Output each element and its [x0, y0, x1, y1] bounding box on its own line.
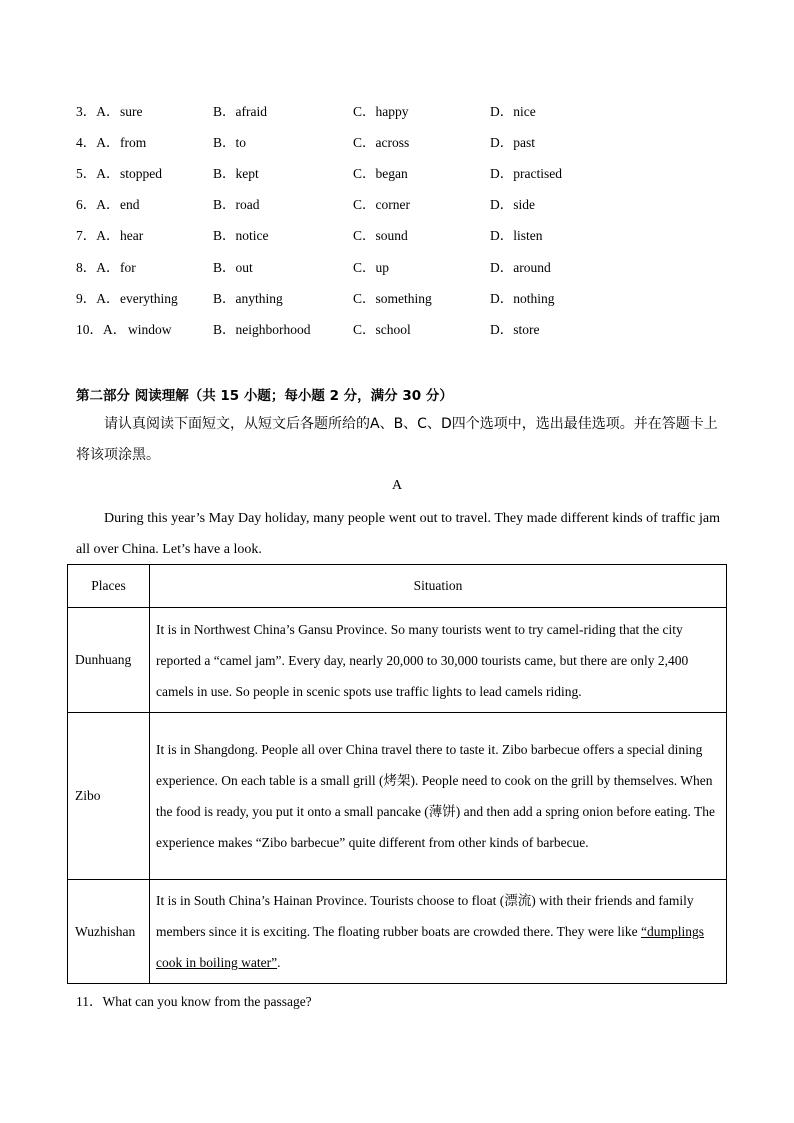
- place-zibo: Zibo: [68, 713, 150, 880]
- option-d: D．around: [490, 260, 551, 275]
- option-a: for: [120, 260, 136, 275]
- option-b: B．afraid: [213, 104, 267, 119]
- option-a: stopped: [120, 166, 162, 181]
- option-b: B．out: [213, 260, 253, 275]
- question-number: 5．A．: [76, 166, 120, 181]
- option-b: B．anything: [213, 291, 283, 306]
- option-d: D．past: [490, 135, 535, 150]
- table-header-row: [68, 565, 727, 608]
- option-c: C．up: [353, 260, 390, 275]
- option-d: D．nice: [490, 104, 536, 119]
- places-table: [67, 564, 727, 984]
- table-row: [68, 713, 727, 880]
- option-a: hear: [120, 228, 144, 243]
- question-number: 3．A．: [76, 104, 120, 119]
- option-a: everything: [120, 291, 178, 306]
- question-number: 7．A．: [76, 228, 120, 243]
- situation-zibo: It is in Shangdong. People all over China travel there to taste it. Zibo barbecue offers a special dining experience. On each table is a small grill (烤架). People need to cook on the grill by themselves. When the food is ready, you put it onto a small pancake (薄饼) and then add a spring onion before eating. The experience makes “Zibo barbecue” quite different from other kinds of barbecue.: [150, 713, 727, 880]
- question-number: 9．A．: [76, 291, 120, 306]
- table-row: [68, 608, 727, 713]
- option-d: D．store: [490, 322, 540, 337]
- section-instruction: 请认真阅读下面短文，从短文后各题所给的A、B、C、D四个选项中，选出最佳选项。并在答题卡上将该项涂黑。: [76, 416, 718, 463]
- underlined-phrase: “dumplings cook in boiling water”: [156, 924, 704, 970]
- option-b: B．kept: [213, 166, 259, 181]
- question-11: 11．What can you know from the passage?: [76, 994, 312, 1009]
- option-b: B．notice: [213, 228, 269, 243]
- passage-letter: A: [391, 478, 403, 493]
- situation-wuzhishan-text: It is in South China’s Hainan Province. Tourists choose to float (漂流) with their friends and family members since it is exciting. The floating rubber boats are crowded there. They were like: [156, 893, 694, 939]
- option-b: B．to: [213, 135, 247, 150]
- option-c: C．school: [353, 322, 411, 337]
- question-number: 8．A．: [76, 260, 120, 275]
- option-d: D．side: [490, 197, 535, 212]
- option-d: D．nothing: [490, 291, 555, 306]
- passage-intro: During this year’s May Day holiday, many people went out to travel. They made different kinds of traffic jam all over China. Let’s have a look.: [76, 511, 720, 557]
- question-number: 6．A．: [76, 197, 120, 212]
- option-a: window: [128, 322, 172, 337]
- section-title: 第二部分 阅读理解（共 15 小题；每小题 2 分，满分 30 分）: [76, 388, 453, 404]
- question-number: 10．A．: [76, 322, 127, 337]
- option-b: B．road: [213, 197, 260, 212]
- table-row: [68, 880, 727, 984]
- option-b: B．neighborhood: [213, 322, 311, 337]
- option-a: end: [120, 197, 140, 212]
- place-dunhuang: Dunhuang: [68, 608, 150, 713]
- header-situation: Situation: [150, 565, 727, 608]
- option-d: D．listen: [490, 228, 543, 243]
- place-wuzhishan: Wuzhishan: [68, 880, 150, 984]
- situation-tail: .: [277, 955, 281, 970]
- option-c: C．corner: [353, 197, 410, 212]
- option-c: C．began: [353, 166, 408, 181]
- option-a: from: [120, 135, 147, 150]
- question-number: 4．A．: [76, 135, 120, 150]
- situation-wuzhishan: [150, 880, 727, 984]
- option-c: C．sound: [353, 228, 408, 243]
- situation-dunhuang: It is in Northwest China’s Gansu Province. So many tourists went to try camel-riding that the city reported a “camel jam”. Every day, nearly 20,000 to 30,000 tourists came, but there are only 2,400 camels in use. So people in scenic spots use traffic lights to lead camels riding.: [150, 608, 727, 713]
- option-a: sure: [120, 104, 143, 119]
- option-c: C．across: [353, 135, 410, 150]
- option-d: D．practised: [490, 166, 562, 181]
- option-c: C．happy: [353, 104, 409, 119]
- header-places: Places: [68, 565, 150, 608]
- option-c: C．something: [353, 291, 432, 306]
